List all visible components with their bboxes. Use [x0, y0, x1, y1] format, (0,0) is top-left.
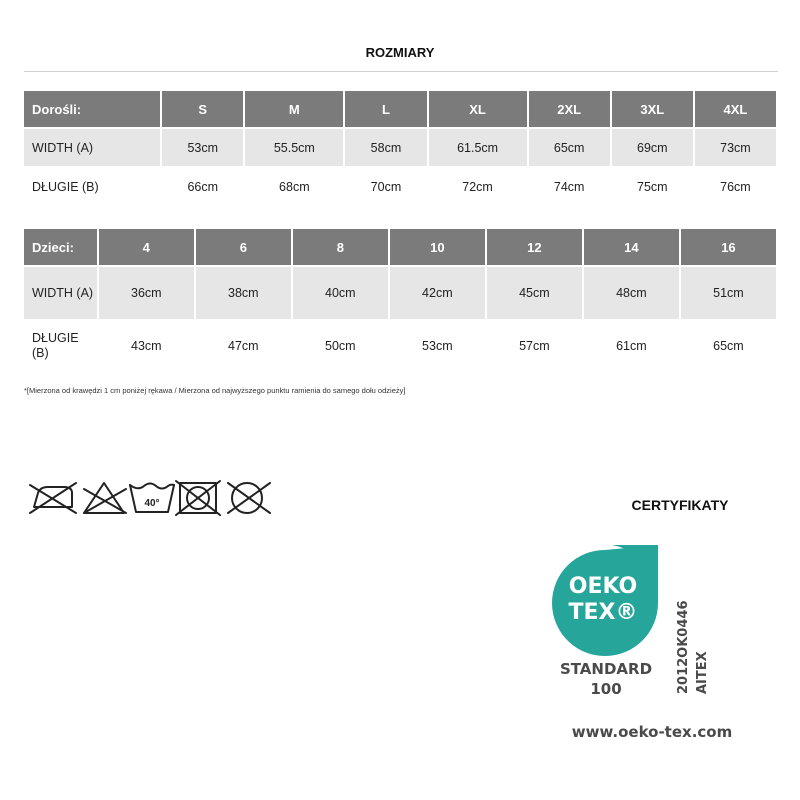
standard-text: STANDARD [559, 660, 653, 678]
table-cell: 65cm [529, 129, 610, 166]
table-cell: 43cm [99, 321, 194, 371]
table-cell: 48cm [584, 267, 679, 319]
table-header-cell: 4XL [695, 91, 776, 127]
table-cell: 69cm [612, 129, 693, 166]
standard-number: 100 [590, 680, 622, 698]
table-cell: 73cm [695, 129, 776, 166]
institute-name: AITEX [695, 651, 710, 694]
table-header-cell: Dzieci: [24, 229, 97, 265]
table-header-cell: 8 [293, 229, 388, 265]
table-header-cell: XL [429, 91, 527, 127]
row-label: WIDTH (A) [24, 267, 97, 319]
table-cell: 66cm [162, 168, 243, 205]
table-header-cell: M [245, 91, 343, 127]
table-cell: 75cm [612, 168, 693, 205]
table-header-cell: L [345, 91, 426, 127]
table-cell: 36cm [99, 267, 194, 319]
table-cell: 58cm [345, 129, 426, 166]
row-label: WIDTH (A) [24, 129, 160, 166]
page-title: ROZMIARY [365, 45, 435, 60]
table-cell: 50cm [293, 321, 388, 371]
table-row [24, 267, 776, 319]
oeko-tex-label [546, 531, 758, 753]
care-symbols [28, 477, 278, 517]
no-dry-clean-icon [228, 483, 270, 513]
table-header-cell: 16 [681, 229, 776, 265]
table-cell: 47cm [196, 321, 291, 371]
table-cell: 61.5cm [429, 129, 527, 166]
table-header-cell: 4 [99, 229, 194, 265]
table-header-cell: 6 [196, 229, 291, 265]
table-cell: 57cm [487, 321, 582, 371]
table-header-cell: 2XL [529, 91, 610, 127]
row-label: DŁUGIE (B) [24, 168, 160, 205]
tex-text: TEX® [568, 600, 638, 625]
no-iron-icon [30, 483, 76, 513]
wash-40-icon [130, 484, 174, 513]
wash-temperature: 40° [144, 498, 160, 509]
table-cell: 53cm [162, 129, 243, 166]
table-cell: 38cm [196, 267, 291, 319]
certificates-title: CERTYFIKATY [631, 497, 729, 513]
table-cell: 76cm [695, 168, 776, 205]
table-cell: 55.5cm [245, 129, 343, 166]
table-cell: 72cm [429, 168, 527, 205]
table-cell: 40cm [293, 267, 388, 319]
table-cell: 45cm [487, 267, 582, 319]
table-row [24, 168, 776, 205]
table-cell: 61cm [584, 321, 679, 371]
kids-size-table [22, 227, 778, 373]
table-cell: 65cm [681, 321, 776, 371]
table-cell: 53cm [390, 321, 485, 371]
table-row [24, 129, 776, 166]
table-header-cell: 12 [487, 229, 582, 265]
table-header-cell: Dorośli: [24, 91, 160, 127]
table-row [24, 321, 776, 371]
no-tumble-dry-icon [176, 481, 220, 515]
title-divider [24, 71, 778, 72]
table-cell: 42cm [390, 267, 485, 319]
certificate-number: 2012OK0446 [676, 600, 691, 694]
row-label: DŁUGIE (B) [24, 321, 97, 371]
table-header-cell: 10 [390, 229, 485, 265]
table-cell: 51cm [681, 267, 776, 319]
table-header-cell: 14 [584, 229, 679, 265]
no-bleach-icon [84, 483, 126, 513]
table-header-cell: S [162, 91, 243, 127]
table-cell: 74cm [529, 168, 610, 205]
oeko-tex-url: www.oeko-tex.com [571, 723, 733, 741]
table-cell: 68cm [245, 168, 343, 205]
measurement-footnote: *[Mierzona od krawędzi 1 cm poniżej rękawa / Mierzona od najwyższego punktu ramienia do samego dołu odzieży] [24, 386, 406, 395]
table-header-row [24, 229, 776, 265]
table-cell: 70cm [345, 168, 426, 205]
adult-size-table [22, 89, 778, 207]
oeko-text: OEKO [568, 574, 638, 599]
table-header-row [24, 91, 776, 127]
table-header-cell: 3XL [612, 91, 693, 127]
